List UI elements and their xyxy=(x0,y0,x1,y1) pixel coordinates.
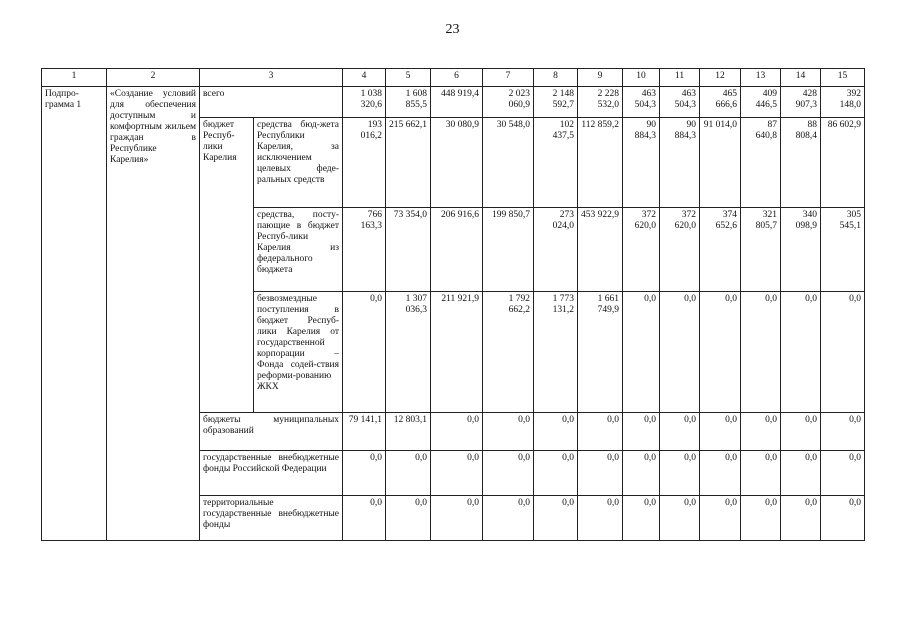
col-header: 13 xyxy=(741,69,781,87)
value-cell: 0,0 xyxy=(741,292,781,413)
value-cell: 2 023 060,9 xyxy=(483,87,534,118)
value-cell: 112 859,2 xyxy=(578,118,623,208)
row-label: средства бюд-жета Республики Карелия, за исключением целевых феде-ральных средств xyxy=(254,118,343,208)
value-cell: 30 080,9 xyxy=(431,118,483,208)
value-cell: 392 148,0 xyxy=(821,87,865,118)
col-header: 3 xyxy=(200,69,343,87)
value-cell: 372 620,0 xyxy=(623,208,660,292)
value-cell: 0,0 xyxy=(660,451,700,496)
value-cell: 0,0 xyxy=(660,496,700,541)
value-cell: 0,0 xyxy=(578,496,623,541)
value-cell: 428 907,3 xyxy=(781,87,821,118)
col-header: 10 xyxy=(623,69,660,87)
value-cell: 0,0 xyxy=(386,451,431,496)
value-cell: 0,0 xyxy=(578,413,623,451)
value-cell: 0,0 xyxy=(741,496,781,541)
value-cell: 1 608 855,5 xyxy=(386,87,431,118)
row-label: безвозмездные поступления в бюджет Респуб-лики Карелия от государственной корпорации – Фонда содей-ствия реформи-рованию ЖКХ xyxy=(254,292,343,413)
row-label: бюджеты муниципальных образований xyxy=(200,413,343,451)
value-cell: 0,0 xyxy=(534,496,578,541)
row-label: территориальные государственные внебюджетные фонды xyxy=(200,496,343,541)
value-cell: 0,0 xyxy=(700,413,741,451)
value-cell: 0,0 xyxy=(431,413,483,451)
republic-budget-label: бюджет Респуб-лики Карелия xyxy=(200,118,254,413)
value-cell: 463 504,3 xyxy=(623,87,660,118)
program-type: Подпро-грамма 1 xyxy=(42,87,107,541)
value-cell: 2 228 532,0 xyxy=(578,87,623,118)
value-cell: 340 098,9 xyxy=(781,208,821,292)
value-cell: 0,0 xyxy=(578,451,623,496)
value-cell: 273 024,0 xyxy=(534,208,578,292)
header-row xyxy=(42,69,865,87)
value-cell: 90 884,3 xyxy=(623,118,660,208)
value-cell: 0,0 xyxy=(386,496,431,541)
value-cell: 321 805,7 xyxy=(741,208,781,292)
col-header: 4 xyxy=(343,69,386,87)
value-cell: 0,0 xyxy=(623,413,660,451)
col-header: 8 xyxy=(534,69,578,87)
value-cell: 0,0 xyxy=(343,292,386,413)
value-cell: 12 803,1 xyxy=(386,413,431,451)
value-cell: 0,0 xyxy=(343,496,386,541)
value-cell: 1 792 662,2 xyxy=(483,292,534,413)
value-cell: 465 666,6 xyxy=(700,87,741,118)
value-cell: 1 661 749,9 xyxy=(578,292,623,413)
value-cell: 73 354,0 xyxy=(386,208,431,292)
col-header: 6 xyxy=(431,69,483,87)
value-cell: 193 016,2 xyxy=(343,118,386,208)
value-cell: 0,0 xyxy=(781,413,821,451)
value-cell: 0,0 xyxy=(483,413,534,451)
budget-table xyxy=(41,68,865,541)
value-cell: 305 545,1 xyxy=(821,208,865,292)
value-cell: 0,0 xyxy=(700,451,741,496)
value-cell: 0,0 xyxy=(821,496,865,541)
value-cell: 0,0 xyxy=(741,413,781,451)
value-cell: 0,0 xyxy=(623,292,660,413)
row-label: государственные внебюджетные фонды Российской Федерации xyxy=(200,451,343,496)
value-cell: 211 921,9 xyxy=(431,292,483,413)
value-cell: 374 652,6 xyxy=(700,208,741,292)
row-label: средства, посту-пающие в бюджет Респуб-лики Карелия из федерального бюджета xyxy=(254,208,343,292)
value-cell: 0,0 xyxy=(821,292,865,413)
value-cell: 0,0 xyxy=(700,292,741,413)
value-cell: 1 038 320,6 xyxy=(343,87,386,118)
col-header: 12 xyxy=(700,69,741,87)
value-cell: 453 922,9 xyxy=(578,208,623,292)
value-cell: 2 148 592,7 xyxy=(534,87,578,118)
value-cell: 1 773 131,2 xyxy=(534,292,578,413)
value-cell: 206 916,6 xyxy=(431,208,483,292)
value-cell: 0,0 xyxy=(623,451,660,496)
value-cell: 372 620,0 xyxy=(660,208,700,292)
value-cell: 90 884,3 xyxy=(660,118,700,208)
value-cell: 79 141,1 xyxy=(343,413,386,451)
program-name: «Создание условий для обеспечения доступным и комфортным жильем граждан в Республике Карелия» xyxy=(107,87,200,541)
col-header: 15 xyxy=(821,69,865,87)
col-header: 7 xyxy=(483,69,534,87)
value-cell: 0,0 xyxy=(483,451,534,496)
value-cell: 1 307 036,3 xyxy=(386,292,431,413)
col-header: 9 xyxy=(578,69,623,87)
row-label: всего xyxy=(200,87,343,118)
value-cell: 0,0 xyxy=(343,451,386,496)
value-cell: 0,0 xyxy=(741,451,781,496)
value-cell: 0,0 xyxy=(483,496,534,541)
value-cell: 0,0 xyxy=(623,496,660,541)
col-header: 2 xyxy=(107,69,200,87)
value-cell: 199 850,7 xyxy=(483,208,534,292)
value-cell: 102 437,5 xyxy=(534,118,578,208)
value-cell: 0,0 xyxy=(534,413,578,451)
value-cell: 30 548,0 xyxy=(483,118,534,208)
value-cell: 766 163,3 xyxy=(343,208,386,292)
col-header: 11 xyxy=(660,69,700,87)
value-cell: 0,0 xyxy=(534,451,578,496)
value-cell: 86 602,9 xyxy=(821,118,865,208)
value-cell: 87 640,8 xyxy=(741,118,781,208)
value-cell: 0,0 xyxy=(781,292,821,413)
value-cell: 88 808,4 xyxy=(781,118,821,208)
page-number: 23 xyxy=(445,22,460,37)
value-cell: 0,0 xyxy=(781,451,821,496)
value-cell: 0,0 xyxy=(660,413,700,451)
col-header: 5 xyxy=(386,69,431,87)
value-cell: 0,0 xyxy=(660,292,700,413)
value-cell: 0,0 xyxy=(821,451,865,496)
col-header: 14 xyxy=(781,69,821,87)
table-row-total xyxy=(42,87,865,118)
value-cell: 0,0 xyxy=(821,413,865,451)
value-cell: 0,0 xyxy=(431,451,483,496)
value-cell: 409 446,5 xyxy=(741,87,781,118)
value-cell: 215 662,1 xyxy=(386,118,431,208)
col-header: 1 xyxy=(42,69,107,87)
value-cell: 0,0 xyxy=(781,496,821,541)
value-cell: 0,0 xyxy=(700,496,741,541)
value-cell: 0,0 xyxy=(431,496,483,541)
value-cell: 448 919,4 xyxy=(431,87,483,118)
value-cell: 91 014,0 xyxy=(700,118,741,208)
value-cell: 463 504,3 xyxy=(660,87,700,118)
